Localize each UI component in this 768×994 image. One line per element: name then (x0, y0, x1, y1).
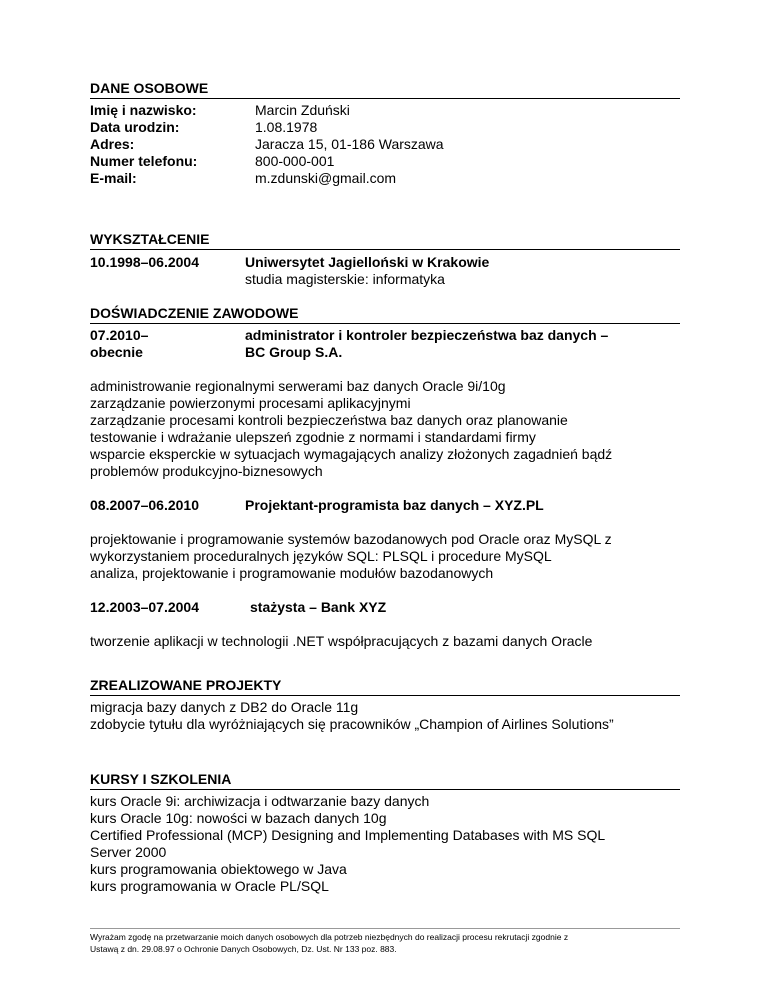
courses-heading: KURSY I SZKOLENIA (90, 771, 680, 790)
projects-section (90, 677, 680, 733)
job-title (245, 327, 680, 361)
job-date: 12.2003–07.2004 (90, 599, 199, 615)
job-duty-line: wsparcie eksperckie w sytuacjach wymagających analizy złożonych zagadnień bądź (90, 446, 613, 462)
field-value: 800-000-001 (255, 153, 335, 169)
projects-heading: ZREALIZOWANE PROJEKTY (90, 677, 680, 696)
personal-heading: DANE OSOBOWE (90, 80, 680, 99)
course-line: Certified Professional (MCP) Designing and Implementing Databases with MS SQL (90, 827, 606, 843)
job-duty-line: testowanie i wdrażanie ulepszeń zgodnie z normami i standardami firmy (90, 429, 536, 445)
job-date-line: 07.2010– (90, 327, 149, 343)
field-label: Numer telefonu: (90, 153, 198, 169)
job-date-line: obecnie (90, 344, 143, 360)
personal-row-email (90, 170, 680, 187)
job-duty-line: zarządzanie procesami kontroli bezpieczeństwa baz danych oraz planowanie (90, 412, 568, 428)
personal-row-name (90, 102, 680, 119)
job-entry (90, 599, 680, 650)
job-duty-line: wykorzystaniem proceduralnych języków SQL: PLSQL i procedure MySQL (90, 548, 552, 564)
project-line: zdobycie tytułu dla wyróżniających się pracowników „Champion of Airlines Solutions” (90, 716, 614, 732)
field-value: Jaracza 15, 01-186 Warszawa (255, 136, 444, 152)
job-duty-line: projektowanie i programowanie systemów bazodanowych pod Oracle oraz MySQL z (90, 531, 612, 547)
job-duties (90, 633, 680, 650)
job-duty-line: administrowanie regionalnymi serwerami baz danych Oracle 9i/10g (90, 378, 506, 394)
personal-row-birthdate (90, 119, 680, 136)
field-value: Marcin Zduński (255, 102, 350, 118)
education-detail-row (90, 271, 680, 288)
education-entry (90, 254, 680, 271)
job-title-line: BC Group S.A. (245, 344, 343, 360)
field-label: Data urodzin: (90, 119, 180, 135)
field-value: m.zdunski@gmail.com (255, 170, 397, 186)
project-line: migracja bazy danych z DB2 do Oracle 11g (90, 699, 359, 715)
job-duties (90, 531, 680, 582)
consent-footer (90, 928, 680, 955)
course-line: kurs programowania obiektowego w Java (90, 861, 347, 877)
job-duty-line: problemów produkcyjno-biznesowych (90, 463, 323, 479)
course-line: kurs Oracle 10g: nowości w bazach danych 10g (90, 810, 387, 826)
job-title: stażysta – Bank XYZ (250, 599, 387, 615)
education-date: 10.1998–06.2004 (90, 254, 199, 270)
course-line: kurs Oracle 9i: archiwizacja i odtwarzanie bazy danych (90, 793, 430, 809)
education-heading: WYKSZTAŁCENIE (90, 231, 680, 250)
job-header (90, 599, 680, 616)
field-value: 1.08.1978 (255, 119, 318, 135)
personal-section (90, 80, 680, 187)
course-line: kurs programowania w Oracle PL/SQL (90, 878, 329, 894)
course-line: Server 2000 (90, 844, 167, 860)
field-label: Adres: (90, 136, 135, 152)
job-title-line: administrator i kontroler bezpieczeństwa baz danych – (245, 327, 609, 343)
personal-row-phone (90, 153, 680, 170)
job-entry (90, 497, 680, 582)
education-section (90, 231, 680, 288)
field-label: Imię i nazwisko: (90, 102, 197, 118)
consent-line: Wyrażam zgodę na przetwarzanie moich danych osobowych dla potrzeb niezbędnych do realizacji procesu rekrutacji zgodnie z (90, 932, 569, 942)
job-date (90, 327, 245, 361)
cv-page (90, 80, 680, 895)
job-duty-line: analiza, projektowanie i programowanie modułów bazodanowych (90, 565, 494, 581)
education-school: Uniwersytet Jagielloński w Krakowie (245, 254, 490, 270)
job-header (90, 327, 680, 361)
job-date: 08.2007–06.2010 (90, 497, 199, 513)
consent-line: Ustawą z dn. 29.08.97 o Ochronie Danych Osobowych, Dz. Ust. Nr 133 poz. 883. (90, 944, 397, 954)
job-duty-line: tworzenie aplikacji w technologii .NET współpracujących z bazami danych Oracle (90, 633, 593, 649)
job-header (90, 497, 680, 514)
field-label: E-mail: (90, 170, 137, 186)
job-duties (90, 378, 680, 480)
experience-heading: DOŚWIADCZENIE ZAWODOWE (90, 305, 680, 324)
courses-section (90, 771, 680, 895)
job-entry (90, 327, 680, 480)
job-duty-line: zarządzanie powierzonymi procesami aplikacyjnymi (90, 395, 411, 411)
personal-row-address (90, 136, 680, 153)
education-detail: studia magisterskie: informatyka (245, 271, 445, 287)
job-title: Projektant-programista baz danych – XYZ.PL (245, 497, 544, 513)
experience-section (90, 305, 680, 650)
